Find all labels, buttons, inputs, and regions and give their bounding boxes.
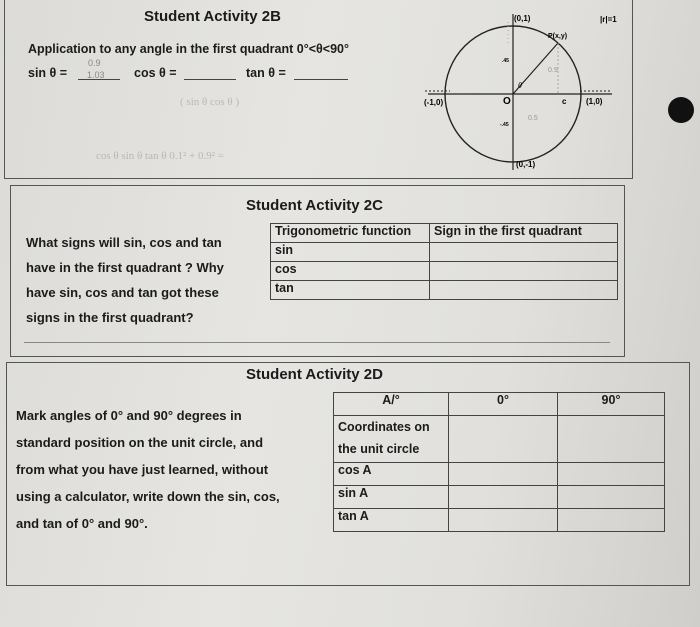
sin-answer-numerator: 0.9 bbox=[88, 58, 101, 68]
tan-sign-cell[interactable] bbox=[430, 281, 618, 300]
header-trig-function: Trigonometric function bbox=[271, 224, 430, 243]
bleed-through-text: ( sin θ cos θ ) bbox=[180, 96, 240, 108]
question-line: signs in the first quadrant? bbox=[26, 310, 194, 325]
question-line: and tan of 0° and 90°. bbox=[16, 516, 148, 531]
header-sign: Sign in the first quadrant bbox=[430, 224, 618, 243]
sin-answer-blank[interactable] bbox=[78, 79, 120, 80]
coord-0-cell[interactable] bbox=[449, 416, 558, 463]
coordinates-label-line: the unit circle bbox=[338, 442, 420, 456]
activity-2c-question bbox=[26, 230, 224, 330]
coord-90-cell[interactable] bbox=[558, 416, 665, 463]
question-line: Mark angles of 0° and 90° degrees in bbox=[16, 408, 242, 423]
row-coordinates bbox=[334, 416, 449, 463]
label-theta: θ bbox=[518, 81, 522, 90]
activity-2b-instruction: Application to any angle in the first quadrant 0°<θ<90° bbox=[28, 42, 349, 56]
row-tan: tan bbox=[271, 281, 430, 300]
header-angle: A/° bbox=[334, 393, 449, 416]
question-line: standard position on the unit circle, and bbox=[16, 435, 264, 450]
row-cos-a: cos A bbox=[334, 463, 449, 486]
cos-sign-cell[interactable] bbox=[430, 262, 618, 281]
label-origin: O bbox=[503, 96, 511, 107]
cos-answer-blank[interactable] bbox=[184, 79, 236, 80]
row-cos: cos bbox=[271, 262, 430, 281]
question-line: using a calculator, write down the sin, cos, bbox=[16, 489, 280, 504]
label-point: P(x,y) bbox=[548, 33, 568, 40]
row-tan-a: tan A bbox=[334, 509, 449, 532]
tan-label: tan θ = bbox=[246, 66, 286, 80]
signs-table bbox=[270, 223, 618, 300]
cos-0-cell[interactable] bbox=[449, 463, 558, 486]
activity-2d-title: Student Activity 2D bbox=[246, 366, 383, 383]
sin-sign-cell[interactable] bbox=[430, 243, 618, 262]
label-bottom: (0,-1) bbox=[516, 160, 536, 169]
label-c: c bbox=[562, 97, 567, 106]
header-90-deg: 90° bbox=[558, 393, 665, 416]
row-sin-a: sin A bbox=[334, 486, 449, 509]
cos-90-cell[interactable] bbox=[558, 463, 665, 486]
tick-label-pos: .45 bbox=[502, 58, 509, 64]
question-line: What signs will sin, cos and tan bbox=[26, 235, 222, 250]
tan-answer-blank[interactable] bbox=[294, 79, 348, 80]
sin-answer-denominator: 1.03 bbox=[87, 70, 105, 80]
label-radius: |r|=1 bbox=[600, 15, 617, 24]
activity-2d-question bbox=[16, 402, 280, 537]
tan-0-cell[interactable] bbox=[449, 509, 558, 532]
sin-0-cell[interactable] bbox=[449, 486, 558, 509]
question-line: have sin, cos and tan got these bbox=[26, 285, 219, 300]
activity-2c-title: Student Activity 2C bbox=[246, 197, 383, 214]
bleed-through-text: cos θ sin θ tan θ 0.1² + 0.9² = bbox=[96, 150, 224, 162]
activity-2b-title: Student Activity 2B bbox=[144, 8, 281, 25]
label-left: (-1,0) bbox=[424, 98, 444, 107]
sin-label: sin θ = bbox=[28, 66, 68, 80]
y-value-annotation: 0.9 bbox=[548, 67, 558, 74]
label-right: (1,0) bbox=[586, 97, 603, 106]
sin-90-cell[interactable] bbox=[558, 486, 665, 509]
tan-90-cell[interactable] bbox=[558, 509, 665, 532]
label-top: (0,1) bbox=[514, 14, 531, 23]
tick-label-neg: -.45 bbox=[500, 122, 509, 128]
unit-circle-diagram bbox=[410, 2, 630, 174]
answer-line[interactable] bbox=[24, 342, 610, 343]
question-line: have in the first quadrant ? Why bbox=[26, 260, 224, 275]
angles-table bbox=[333, 392, 665, 532]
question-line: from what you have just learned, without bbox=[16, 462, 269, 477]
x-value-annotation: 0.5 bbox=[528, 115, 538, 122]
row-sin: sin bbox=[271, 243, 430, 262]
black-dot bbox=[668, 97, 694, 123]
header-0-deg: 0° bbox=[449, 393, 558, 416]
coordinates-label-line: Coordinates on bbox=[338, 420, 430, 434]
cos-label: cos θ = bbox=[134, 66, 177, 80]
